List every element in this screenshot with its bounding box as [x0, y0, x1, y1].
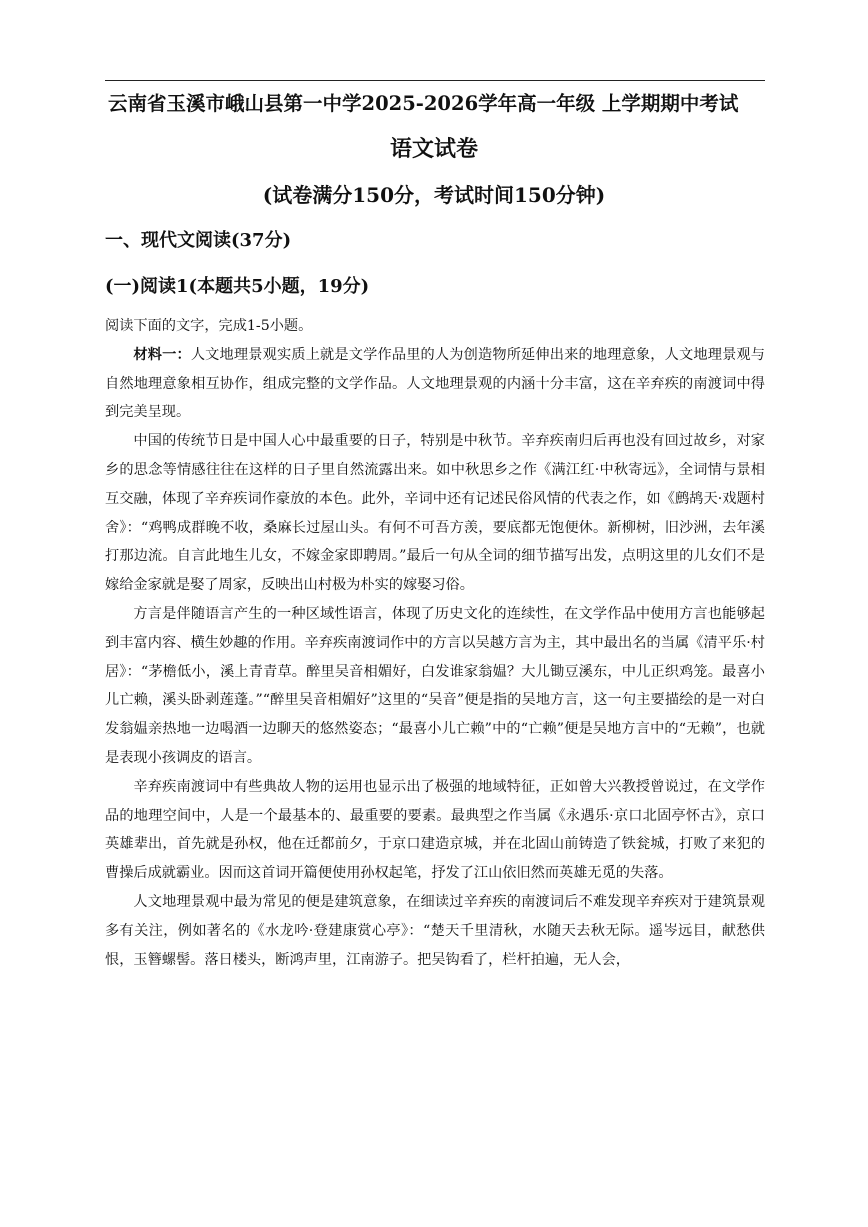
section-heading: 一、现代文阅读(37分): [105, 230, 292, 251]
passage-paragraph: 人文地理景观中最为常见的便是建筑意象，在细读过辛弃疾的南渡词后不难发现辛弃疾对于建筑景观多有关注，例如著名的《水龙吟·登建康赏心亭》：“楚天千里清秋，水随天去秋无际。遥岑远目，献愁供恨，玉簪螺髻。落日楼头，断鸿声里，江南游子。把吴钩看了，栏杆拍遍，无人会，: [105, 893, 765, 968]
material-paragraph: [105, 341, 765, 427]
paper-title: 语文试卷: [389, 136, 478, 162]
header-rule: [105, 80, 765, 81]
paragraph-text: 人文地理景观实质上就是文学作品里的人为创造物所延伸出来的地理意象，人文地理景观与自然地理意象相互协作，组成完整的文学作品。人文地理景观的内涵十分丰富，这在辛弃疾的南渡词中得到完美呈现。: [105, 346, 765, 421]
exam-info: (试卷满分150分，考试时间150分钟): [262, 183, 606, 207]
passage-paragraph: 辛弃疾南渡词中有些典故人物的运用也显示出了极强的地域特征，正如曾大兴教授曾说过，在文学作品的地理空间中，人是一个最基本的、最重要的要素。最典型之作当属《永遇乐·京口北固亭怀古》，京口英雄辈出，首先就是孙权，他在迁都前夕，于京口建造京城，并在北固山前铸造了铁瓮城，打败了来犯的曹操后成就霸业。因而这首词开篇便使用孙权起笔，抒发了江山依旧然而英雄无觅的失落。: [105, 778, 765, 882]
passage-paragraph: 中国的传统节日是中国人心中最重要的日子，特别是中秋节。辛弃疾南归后再也没有回过故乡，对家乡的思念等情感往往在这样的日子里自然流露出来。如中秋思乡之作《满江红·中秋寄远》，全词情与景相互交融，体现了辛弃疾词作豪放的本色。此外，辛词中还有记述民俗风情的代表之作，如《鹧鸪天·戏题村舍》：“鸡鸭成群晚不收，桑麻长过屋山头。有何不可吾方羡，要底都无饱便休。新柳树，旧沙洲，去年溪打那边流。自言此地生儿女，不嫁金家即聘周。”最后一句从全词的细节描写出发，点明这里的儿女们不是嫁给金家就是娶了周家，反映出山村极为朴实的嫁娶习俗。: [105, 433, 765, 594]
school-exam-title: 云南省玉溪市峨山县第一中学2025-2026学年高一年级 上学期期中考试: [108, 92, 739, 115]
sub-section-heading: (一)阅读1(本题共5小题，19分): [105, 276, 370, 297]
material-label: 材料一：: [133, 346, 191, 363]
passage-paragraph: 方言是伴随语言产生的一种区域性语言，体现了历史文化的连续性，在文学作品中使用方言也能够起到丰富内容、横生妙趣的作用。辛弃疾南渡词作中的方言以吴越方言为主，其中最出名的当属《清平乐·村居》：“茅檐低小，溪上青青草。醉里吴音相媚好，白发谁家翁媪？大儿锄豆溪东，中儿正织鸡笼。最喜小儿亡赖，溪头卧剥莲蓬。”“醉里吴音相媚好”这里的“吴音”便是指的吴地方言，这一句主要描绘的是一对白发翁媪亲热地一边喝酒一边聊天的悠然姿态；“最喜小儿亡赖”中的“亡赖”便是吴地方言中的“无赖”，也就是表现小孩调皮的语言。: [105, 605, 765, 766]
reading-passage: [105, 312, 765, 974]
reading-instruction: 阅读下面的文字，完成1-5小题。: [105, 318, 313, 334]
